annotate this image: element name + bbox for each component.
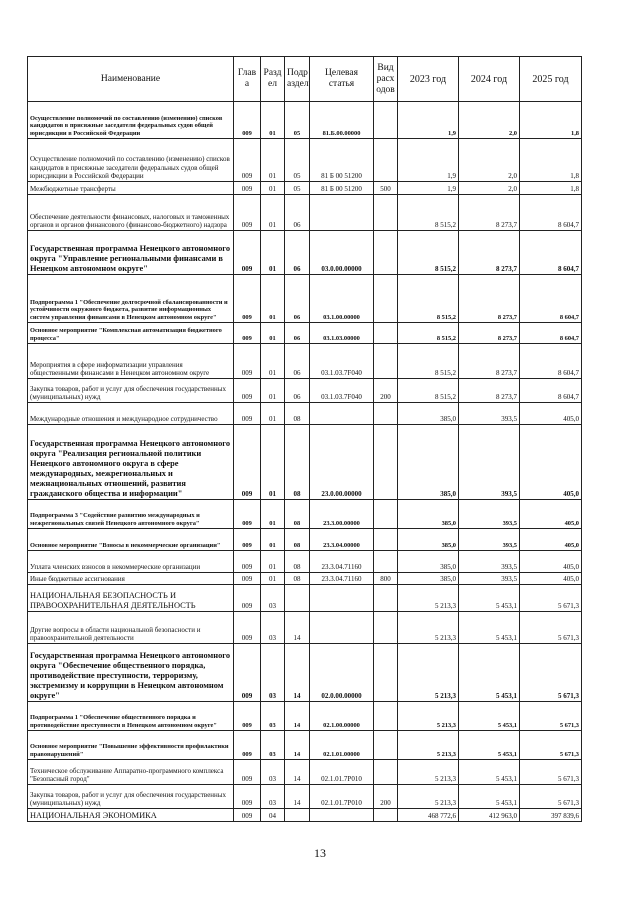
header-name: Наименование [28,57,234,102]
header-2023: 2023 год [398,57,459,102]
row-value-2023: 5 213,3 [398,785,459,809]
row-expense-type [374,344,398,379]
row-glava: 009 [234,323,261,344]
table-row [28,809,582,822]
row-name: Обеспечение деятельности финансовых, налоговых и таможенных органов и органов финансового (финансово-бюджетного) надзора [28,195,234,231]
table-row [28,529,582,551]
row-expense-type: 800 [374,573,398,585]
row-name: Основное мероприятие "Комплексная автоматизация бюджетного процесса" [28,323,234,344]
row-podrazdel: 08 [285,425,310,500]
row-glava: 009 [234,644,261,702]
row-target-article: 23.3.00.00000 [310,500,374,529]
row-podrazdel: 14 [285,612,310,644]
row-razdel: 01 [261,500,285,529]
table-row [28,231,582,275]
row-name: Основное мероприятие "Повышение эффективности профилактики правонарушений" [28,731,234,760]
row-value-2025: 1,8 [520,139,582,182]
row-razdel: 03 [261,585,285,612]
row-expense-type [374,323,398,344]
header-glava: Глав а [234,57,261,102]
row-podrazdel: 14 [285,731,310,760]
table-row [28,275,582,323]
header-2025: 2025 год [520,57,582,102]
row-expense-type [374,500,398,529]
row-razdel: 01 [261,231,285,275]
table-row [28,139,582,182]
row-razdel: 01 [261,529,285,551]
row-value-2025: 5 671,3 [520,760,582,785]
row-name: Уплата членских взносов в некоммерческие организации [28,551,234,573]
row-razdel: 01 [261,182,285,195]
table-row [28,195,582,231]
row-value-2024: 393,5 [459,403,520,425]
table-row [28,612,582,644]
row-target-article [310,585,374,612]
row-value-2023: 5 213,3 [398,702,459,731]
row-razdel: 01 [261,425,285,500]
row-target-article: 02.1.01.7Р010 [310,785,374,809]
row-name: Закупка товаров, работ и услуг для обеспечения государственных (муниципальных) нужд [28,379,234,403]
row-razdel: 01 [261,344,285,379]
row-podrazdel: 05 [285,102,310,139]
row-value-2023: 8 515,2 [398,379,459,403]
row-value-2024: 2,0 [459,182,520,195]
row-razdel: 01 [261,573,285,585]
row-name: Техническое обслуживание Аппаратно-программного комплекса "Безопасный город" [28,760,234,785]
row-podrazdel: 06 [285,195,310,231]
row-podrazdel: 14 [285,760,310,785]
row-target-article: 23.3.04.00000 [310,529,374,551]
row-razdel: 01 [261,195,285,231]
row-expense-type [374,529,398,551]
header-target-article: Целевая статья [310,57,374,102]
row-podrazdel: 06 [285,323,310,344]
row-target-article: 03.1.03.00000 [310,323,374,344]
row-glava: 009 [234,585,261,612]
row-glava: 009 [234,731,261,760]
row-value-2025: 405,0 [520,529,582,551]
row-glava: 009 [234,379,261,403]
header-2024: 2024 год [459,57,520,102]
table-row [28,379,582,403]
budget-table [27,56,582,822]
table-row [28,731,582,760]
table-row [28,182,582,195]
row-value-2024: 393,5 [459,551,520,573]
row-value-2023: 468 772,6 [398,809,459,822]
table-row [28,760,582,785]
row-value-2023: 385,0 [398,529,459,551]
row-expense-type [374,731,398,760]
row-value-2024: 5 453,1 [459,702,520,731]
row-glava: 009 [234,551,261,573]
row-value-2025: 8 604,7 [520,344,582,379]
table-row [28,585,582,612]
row-expense-type: 500 [374,182,398,195]
row-expense-type [374,760,398,785]
row-value-2024: 8 273,7 [459,323,520,344]
row-glava: 009 [234,182,261,195]
row-target-article [310,403,374,425]
row-target-article: 02.1.01.00000 [310,731,374,760]
row-name: Подпрограмма 3 "Содействие развитию международных и межрегиональных связей Ненецкого автономного округа" [28,500,234,529]
row-expense-type: 200 [374,379,398,403]
row-value-2024: 5 453,1 [459,731,520,760]
row-value-2025: 8 604,7 [520,323,582,344]
table-row [28,573,582,585]
table-row [28,425,582,500]
row-value-2023: 385,0 [398,425,459,500]
row-value-2025: 405,0 [520,403,582,425]
row-value-2023: 5 213,3 [398,585,459,612]
row-podrazdel: 08 [285,403,310,425]
row-value-2024: 8 273,7 [459,344,520,379]
row-value-2024: 5 453,1 [459,785,520,809]
row-razdel: 01 [261,379,285,403]
row-value-2023: 5 213,3 [398,644,459,702]
row-expense-type [374,644,398,702]
row-glava: 009 [234,573,261,585]
row-expense-type [374,139,398,182]
table-row [28,702,582,731]
row-value-2023: 8 515,2 [398,231,459,275]
row-podrazdel: 06 [285,344,310,379]
row-target-article: 02.1.01.7Р010 [310,760,374,785]
row-value-2024: 8 273,7 [459,379,520,403]
row-value-2023: 1,9 [398,182,459,195]
table-row [28,644,582,702]
row-expense-type [374,425,398,500]
row-value-2025: 5 671,3 [520,785,582,809]
row-value-2025: 8 604,7 [520,195,582,231]
row-value-2023: 5 213,3 [398,731,459,760]
row-value-2024: 412 963,0 [459,809,520,822]
row-name: НАЦИОНАЛЬНАЯ БЕЗОПАСНОСТЬ И ПРАВООХРАНИТЕЛЬНАЯ ДЕЯТЕЛЬНОСТЬ [28,585,234,612]
row-glava: 009 [234,760,261,785]
row-razdel: 01 [261,403,285,425]
table-row [28,785,582,809]
row-razdel: 04 [261,809,285,822]
row-value-2025: 5 671,3 [520,731,582,760]
row-value-2023: 385,0 [398,573,459,585]
header-razdel: Разд ел [261,57,285,102]
row-glava: 009 [234,231,261,275]
row-target-article [310,612,374,644]
row-value-2025: 405,0 [520,551,582,573]
row-expense-type: 200 [374,785,398,809]
row-name: Иные бюджетные ассигнования [28,573,234,585]
table-row [28,500,582,529]
table-body [28,102,582,822]
row-value-2025: 405,0 [520,573,582,585]
row-value-2024: 8 273,7 [459,195,520,231]
row-name: Подпрограмма 1 "Обеспечение долгосрочной сбалансированности и устойчивости окружного бюджета, развитие информационных систем управления финансами в Ненецком автономном округе" [28,275,234,323]
table-header-row [28,57,582,102]
row-target-article: 81 Б 00 51200 [310,139,374,182]
row-value-2025: 5 671,3 [520,702,582,731]
row-value-2023: 1,9 [398,139,459,182]
row-value-2023: 8 515,2 [398,344,459,379]
row-name: Государственная программа Ненецкого автономного округа "Обеспечение общественного порядка, противодействие преступности, терроризму, экстремизму и коррупции в Ненецком автономном округе" [28,644,234,702]
row-razdel: 03 [261,612,285,644]
row-glava: 009 [234,785,261,809]
row-value-2024: 5 453,1 [459,585,520,612]
row-value-2024: 393,5 [459,500,520,529]
row-podrazdel: 05 [285,182,310,195]
row-razdel: 01 [261,275,285,323]
row-podrazdel: 06 [285,275,310,323]
row-value-2024: 393,5 [459,529,520,551]
row-value-2023: 8 515,2 [398,323,459,344]
table-row [28,102,582,139]
row-target-article: 02.1.00.00000 [310,702,374,731]
row-glava: 009 [234,500,261,529]
row-target-article: 03.1.03.7F040 [310,344,374,379]
row-razdel: 03 [261,760,285,785]
row-value-2024: 2,0 [459,139,520,182]
row-glava: 009 [234,403,261,425]
row-glava: 009 [234,275,261,323]
row-razdel: 03 [261,731,285,760]
row-glava: 009 [234,139,261,182]
row-value-2023: 385,0 [398,500,459,529]
row-name: Государственная программа Ненецкого автономного округа "Реализация региональной политики Ненецкого автономного округа в сфере международных, межрегиональных и межнациональных отношений, развития гражданского общества и информации" [28,425,234,500]
row-podrazdel: 08 [285,573,310,585]
row-podrazdel: 06 [285,379,310,403]
row-glava: 009 [234,344,261,379]
row-podrazdel: 14 [285,702,310,731]
row-razdel: 03 [261,702,285,731]
row-name: Межбюджетные трансферты [28,182,234,195]
row-target-article: 81 Б 00 51200 [310,182,374,195]
row-value-2023: 8 515,2 [398,195,459,231]
row-razdel: 01 [261,323,285,344]
row-podrazdel: 14 [285,785,310,809]
row-expense-type [374,551,398,573]
row-value-2025: 5 671,3 [520,612,582,644]
row-name: Осуществление полномочий по составлению (изменению) списков кандидатов в присяжные заседатели федеральных судов общей юрисдикции в Российской Федерации [28,102,234,139]
row-target-article: 23.3.04.71160 [310,551,374,573]
row-podrazdel: 08 [285,551,310,573]
row-expense-type [374,102,398,139]
header-podrazdel: Подр аздел [285,57,310,102]
row-value-2024: 8 273,7 [459,231,520,275]
row-value-2023: 1,9 [398,102,459,139]
row-razdel: 03 [261,644,285,702]
row-name: Международные отношения и международное сотрудничество [28,403,234,425]
row-name: Подпрограмма 1 "Обеспечение общественного порядка и противодействие преступности в Ненецком автономном округе" [28,702,234,731]
row-glava: 009 [234,425,261,500]
row-glava: 009 [234,809,261,822]
row-expense-type [374,809,398,822]
row-target-article: 03.1.03.7F040 [310,379,374,403]
row-value-2025: 1,8 [520,182,582,195]
row-value-2024: 393,5 [459,425,520,500]
row-razdel: 01 [261,139,285,182]
row-value-2025: 397 839,6 [520,809,582,822]
row-target-article: 02.0.00.00000 [310,644,374,702]
row-glava: 009 [234,702,261,731]
row-podrazdel: 06 [285,231,310,275]
row-value-2023: 385,0 [398,403,459,425]
row-target-article: 03.0.00.00000 [310,231,374,275]
row-value-2023: 385,0 [398,551,459,573]
row-target-article: 81.Б.00.00000 [310,102,374,139]
row-name: Основное мероприятие "Взносы в некоммерческие организации" [28,529,234,551]
row-name: Другие вопросы в области национальной безопасности и правоохранительной деятельности [28,612,234,644]
row-expense-type [374,275,398,323]
row-value-2023: 8 515,2 [398,275,459,323]
row-name: Государственная программа Ненецкого автономного округа "Управление региональными финансами в Ненецком автономном округе" [28,231,234,275]
row-target-article [310,809,374,822]
row-name: Осуществление полномочий по составлению (изменению) списков кандидатов в присяжные заседатели федеральных судов общей юрисдикции в Российской Федерации [28,139,234,182]
row-name: Закупка товаров, работ и услуг для обеспечения государственных (муниципальных) нужд [28,785,234,809]
row-razdel: 01 [261,551,285,573]
row-value-2025: 405,0 [520,425,582,500]
row-expense-type [374,231,398,275]
row-podrazdel: 08 [285,529,310,551]
row-value-2023: 5 213,3 [398,760,459,785]
row-value-2024: 393,5 [459,573,520,585]
row-value-2025: 5 671,3 [520,585,582,612]
row-value-2024: 5 453,1 [459,612,520,644]
header-expense-type: Вид расх одов [374,57,398,102]
row-value-2024: 8 273,7 [459,275,520,323]
row-value-2024: 5 453,1 [459,760,520,785]
row-glava: 009 [234,612,261,644]
row-name: НАЦИОНАЛЬНАЯ ЭКОНОМИКА [28,809,234,822]
row-value-2025: 1,8 [520,102,582,139]
row-value-2025: 8 604,7 [520,231,582,275]
table-row [28,403,582,425]
page-number: 13 [314,846,326,860]
row-value-2025: 8 604,7 [520,379,582,403]
row-expense-type [374,403,398,425]
row-podrazdel: 14 [285,644,310,702]
row-target-article [310,195,374,231]
row-expense-type [374,195,398,231]
row-glava: 009 [234,102,261,139]
table-row [28,551,582,573]
row-value-2024: 5 453,1 [459,644,520,702]
row-target-article: 23.0.00.00000 [310,425,374,500]
row-podrazdel: 05 [285,139,310,182]
row-value-2023: 5 213,3 [398,612,459,644]
row-podrazdel [285,585,310,612]
row-expense-type [374,585,398,612]
row-value-2025: 5 671,3 [520,644,582,702]
row-expense-type [374,612,398,644]
row-target-article: 23.3.04.71160 [310,573,374,585]
row-razdel: 03 [261,785,285,809]
row-glava: 009 [234,529,261,551]
row-value-2024: 2,0 [459,102,520,139]
row-razdel: 01 [261,102,285,139]
row-expense-type [374,702,398,731]
row-target-article: 03.1.00.00000 [310,275,374,323]
table-row [28,344,582,379]
row-glava: 009 [234,195,261,231]
table-row [28,323,582,344]
row-name: Мероприятия в сфере информатизации управления общественными финансами в Ненецком автономном округе [28,344,234,379]
row-value-2025: 405,0 [520,500,582,529]
row-podrazdel [285,809,310,822]
row-value-2025: 8 604,7 [520,275,582,323]
row-podrazdel: 08 [285,500,310,529]
